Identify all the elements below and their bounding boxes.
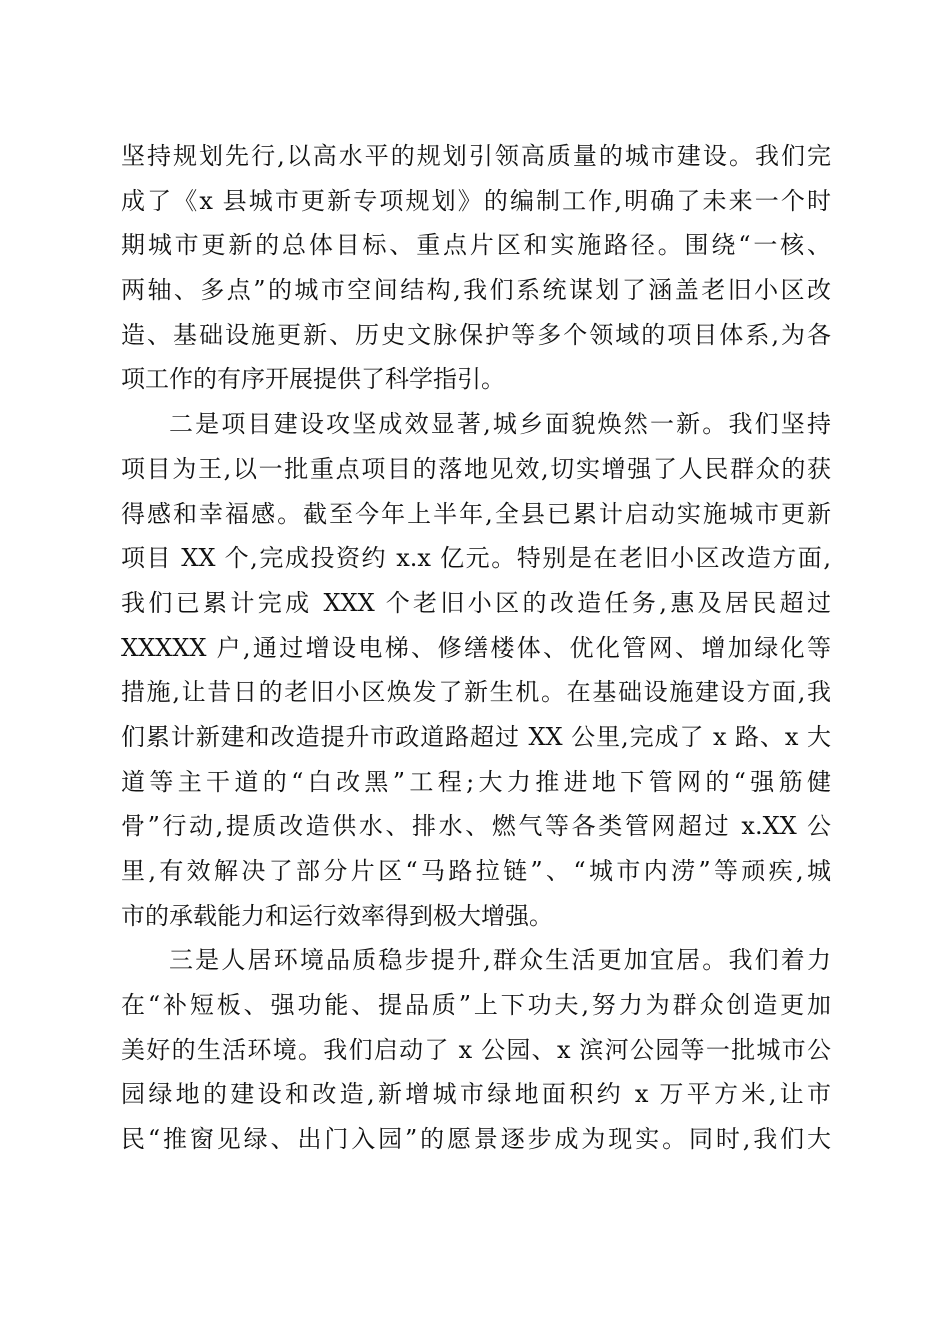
paragraph-start-line: 二是项目建设攻坚成效显著,城乡面貌焕然一新。我们坚持 (169, 410, 831, 439)
text-line: 两轴、多点”的城市空间结构,我们系统谋划了涵盖老旧小区改 (121, 276, 831, 305)
body-text (121, 134, 831, 1162)
text-line: 道等主干道的“白改黑”工程;大力推进地下管网的“强筋健 (121, 767, 831, 796)
text-line: 措施,让昔日的老旧小区焕发了新生机。在基础设施建设方面,我 (121, 678, 831, 707)
text-line: 成了《x 县城市更新专项规划》的编制工作,明确了未来一个时 (121, 186, 831, 215)
text-line: 们累计新建和改造提升市政道路超过 XX 公里,完成了 x 路、x 大 (121, 722, 831, 751)
text-line: 期城市更新的总体目标、重点片区和实施路径。围绕“一核、 (121, 231, 831, 260)
text-line: 得感和幸福感。截至今年上半年,全县已累计启动实施城市更新 (121, 499, 831, 528)
text-line: 项目为王,以一批重点项目的落地见效,切实增强了人民群众的获 (121, 454, 831, 483)
text-line: 我们已累计完成 XXX 个老旧小区的改造任务,惠及居民超过 (121, 588, 831, 617)
text-line: 骨”行动,提质改造供水、排水、燃气等各类管网超过 x.XX 公 (121, 812, 831, 841)
text-line: 项工作的有序开展提供了科学指引。 (121, 365, 505, 394)
text-line: 造、基础设施更新、历史文脉保护等多个领域的项目体系,为各 (121, 320, 831, 349)
text-line: 美好的生活环境。我们启动了 x 公园、x 滨河公园等一批城市公 (121, 1035, 831, 1064)
text-line: 坚持规划先行,以高水平的规划引领高质量的城市建设。我们完 (121, 142, 831, 170)
text-line: 民“推窗见绿、出门入园”的愿景逐步成为现实。同时,我们大 (121, 1125, 831, 1154)
text-line: XXXXX 户,通过增设电梯、修缮楼体、优化管网、增加绿化等 (121, 633, 831, 662)
text-line: 在“补短板、强功能、提品质”上下功夫,努力为群众创造更加 (121, 991, 831, 1020)
text-line: 项目 XX 个,完成投资约 x.x 亿元。特别是在老旧小区改造方面, (121, 544, 831, 573)
text-line: 里,有效解决了部分片区“马路拉链”、“城市内涝”等顽疾,城 (121, 857, 831, 885)
paragraph-start-line: 三是人居环境品质稳步提升,群众生活更加宜居。我们着力 (169, 946, 831, 975)
text-line: 市的承载能力和运行效率得到极大增强。 (121, 901, 553, 930)
text-line: 园绿地的建设和改造,新增城市绿地面积约 x 万平方米,让市 (121, 1080, 831, 1109)
